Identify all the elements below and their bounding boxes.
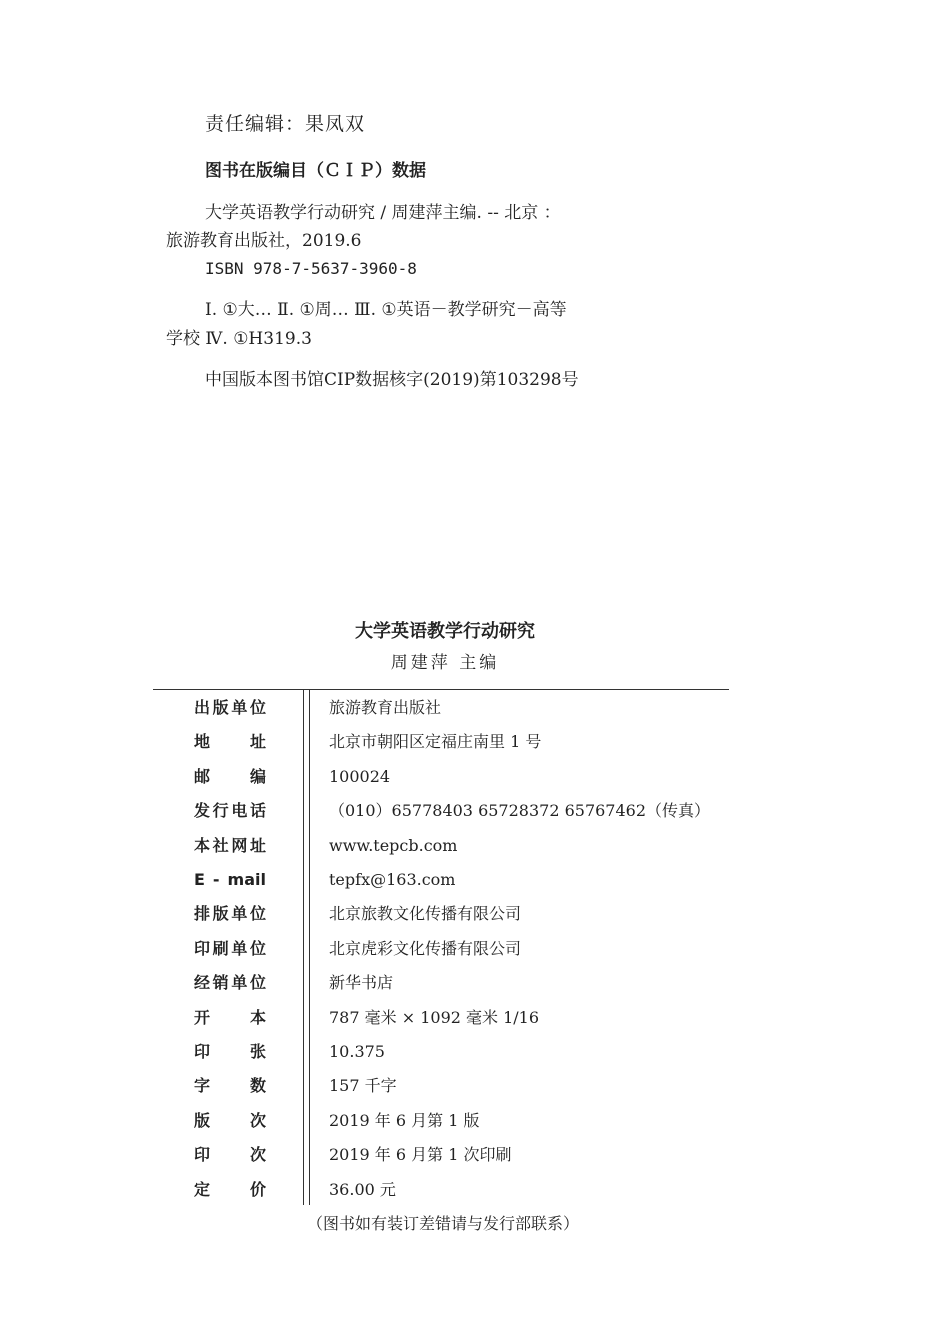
row-label: 排版单位 <box>194 904 266 924</box>
book-title: 大学英语教学行动研究 <box>355 621 535 642</box>
colophon-row <box>0 1002 950 1036</box>
row-value: www.tepcb.com <box>329 835 458 855</box>
book-editor: 周建萍 主编 <box>390 653 500 673</box>
row-label: 印次 <box>194 1145 266 1165</box>
colophon-row <box>0 795 950 829</box>
row-value: 36.00 元 <box>329 1179 396 1199</box>
row-value: tepfx@163.com <box>329 870 456 889</box>
row-value: 157 千字 <box>329 1076 397 1096</box>
cip-line: 大学英语教学行动研究 / 周建萍主编. -- 北京 ： <box>205 203 561 223</box>
cip-isbn: ISBN 978-7-5637-3960-8 <box>205 259 417 278</box>
cip-heading: 图书在版编目（ＣＩＰ）数据 <box>205 161 426 181</box>
row-label: 出版单位 <box>194 698 266 717</box>
row-value: 787 毫米 × 1092 毫米 1/16 <box>329 1007 540 1027</box>
row-label: 发行电话 <box>194 801 266 821</box>
footer-note: （图书如有装订差错请与发行部联系） <box>306 1214 579 1233</box>
colophon-row <box>0 1105 950 1139</box>
row-value: 2019 年 6 月第 1 次印刷 <box>329 1145 512 1165</box>
row-label: 地址 <box>194 732 266 752</box>
cip-line: Ⅰ. ①大… Ⅱ. ①周… Ⅲ. ①英语－教学研究－高等 <box>205 300 567 320</box>
row-label: 字数 <box>194 1076 266 1096</box>
row-label: E - mail <box>194 870 266 889</box>
row-value: 北京虎彩文化传播有限公司 <box>329 938 522 958</box>
colophon-row <box>0 1036 950 1070</box>
row-label: 经销单位 <box>194 973 266 993</box>
row-label: 开本 <box>194 1007 266 1027</box>
colophon-row <box>0 1174 950 1208</box>
colophon-row <box>0 933 950 967</box>
colophon-top-rule <box>153 689 729 690</box>
row-value: （010）65778403 65728372 65767462（传真） <box>329 801 711 821</box>
cip-line: 旅游教育出版社，2019.6 <box>166 231 362 251</box>
row-value: 新华书店 <box>329 973 394 993</box>
colophon-row <box>0 1070 950 1104</box>
colophon-row <box>0 830 950 864</box>
colophon-row <box>0 1139 950 1173</box>
colophon-row <box>0 692 950 726</box>
colophon-row <box>0 898 950 932</box>
cip-line: 学校 Ⅳ. ①H319.3 <box>166 329 312 349</box>
row-label: 邮编 <box>194 766 266 786</box>
row-value: 北京市朝阳区定福庄南里 1 号 <box>329 732 542 752</box>
row-label: 印张 <box>194 1042 266 1061</box>
row-label: 版次 <box>194 1110 266 1130</box>
row-value: 旅游教育出版社 <box>329 698 442 717</box>
colophon-row <box>0 967 950 1001</box>
colophon-row <box>0 726 950 760</box>
cip-record-number: 中国版本图书馆CIP数据核字(2019)第103298号 <box>205 370 579 390</box>
colophon-row <box>0 864 950 898</box>
row-label: 本社网址 <box>194 835 266 855</box>
row-label: 定价 <box>194 1179 266 1199</box>
row-label: 印刷单位 <box>194 938 266 958</box>
row-value: 100024 <box>329 766 391 786</box>
row-value: 10.375 <box>329 1042 385 1061</box>
row-value: 2019 年 6 月第 1 版 <box>329 1110 480 1130</box>
row-value: 北京旅教文化传播有限公司 <box>329 904 522 924</box>
responsible-editor: 责任编辑：果凤双 <box>205 113 366 135</box>
colophon-row <box>0 761 950 795</box>
